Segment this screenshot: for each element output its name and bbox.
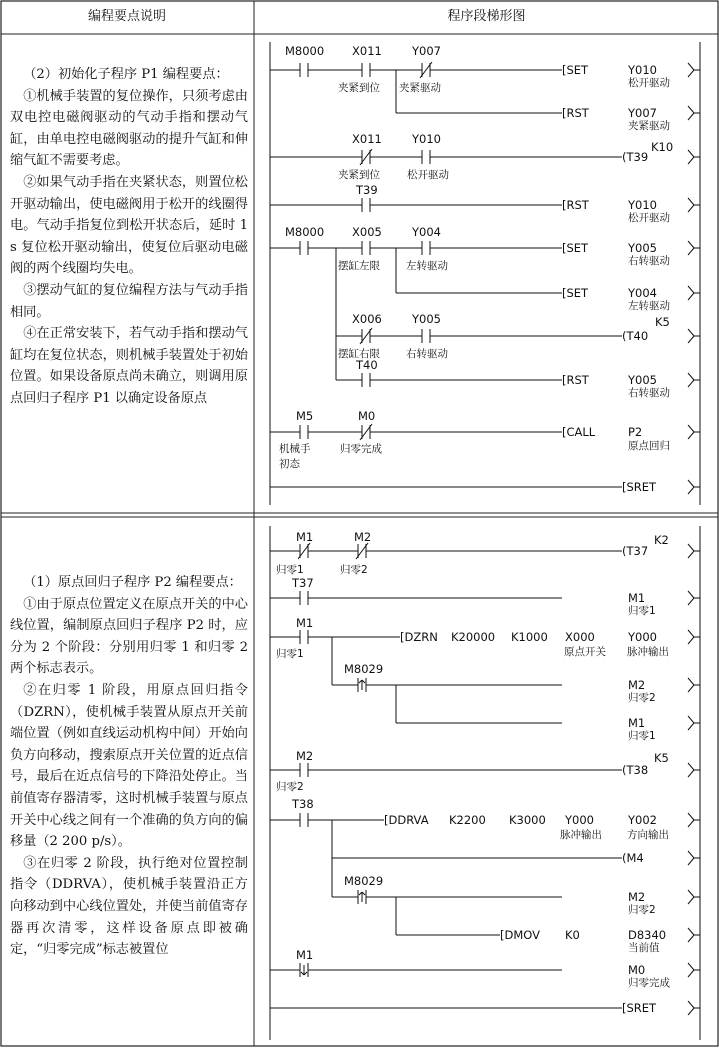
operand-label: X000 <box>565 630 595 644</box>
contact-label: M1 <box>296 530 314 544</box>
contact-label: Y004 <box>412 225 441 239</box>
operand-comment: 当前值 <box>628 942 660 954</box>
operand-label: D8340 <box>628 928 667 942</box>
operand-label: K1000 <box>511 630 548 644</box>
operand-comment: 归零1 <box>628 730 656 742</box>
operand-comment: 脉冲输出 <box>560 829 602 841</box>
operand-label: Y010 <box>628 198 657 212</box>
operand-label: P2 <box>628 425 643 439</box>
contact-comment: 左转驱动 <box>406 260 448 272</box>
instruction-sret: [SRET <box>622 480 657 494</box>
timer-constant: K5 <box>654 751 669 765</box>
operand-comment: 松开驱动 <box>628 77 670 89</box>
relay-coil: (M4 <box>622 851 644 865</box>
contact-comment: 归零1 <box>276 564 304 576</box>
operand-comment: 归零2 <box>628 904 656 916</box>
contact-comment: 夹紧到位 <box>338 169 380 181</box>
desc-paragraph: （2）初始化子程序 P1 编程要点： <box>23 67 229 82</box>
operand-comment: 归零2 <box>628 692 656 704</box>
operand-comment: 方向输出 <box>627 829 669 841</box>
desc-paragraph: ③在归零 2 阶段，执行绝对位置控制指令（DDRVA），使机械手装置沿正方向移动到中心线位置处，并使当前值寄存器再次清零，这样设备原点即被确定，“归零完成”标志被置位 <box>10 855 248 958</box>
contact-label: M0 <box>358 409 376 423</box>
contact-label: M8029 <box>344 662 384 676</box>
operand-comment: 归零完成 <box>628 977 670 989</box>
contact-label: M8029 <box>344 874 384 888</box>
contact-comment: 摆缸左限 <box>338 260 380 272</box>
desc-paragraph: ②在归零 1 阶段，用原点回归指令（DZRN），使机械手装置从原点开关前端位置（例如直线运动机构中间）开始向负方向移动，搜索原点开关位置的近点信号，最后在近点信号的下降沿处停止。当前值寄存器清零，这时机械手装置与原点开关中心线之间有一个准确的负方向的偏移量（2 200 p/s）。 <box>10 682 248 850</box>
timer-constant: K5 <box>655 315 670 329</box>
operand-label: M1 <box>628 716 646 730</box>
operand-comment: 脉冲输出 <box>627 646 669 658</box>
operand-label: M2 <box>628 890 646 904</box>
contact-label: Y010 <box>412 132 441 146</box>
contact-label: Y005 <box>412 312 441 326</box>
timer-coil: (T39 <box>622 150 649 164</box>
contact-comment: 右转驱动 <box>406 348 448 360</box>
timer-coil: (T38 <box>622 763 649 777</box>
header-desc: 编程要点说明 <box>87 9 166 24</box>
contact-label: M8000 <box>285 44 325 58</box>
contact-label: T37 <box>292 576 314 590</box>
operand-comment: 原点开关 <box>564 646 606 658</box>
operand-label: Y010 <box>628 63 657 77</box>
operand-label: M1 <box>628 591 646 605</box>
contact-label: X011 <box>352 132 382 146</box>
instruction-ddrva: [DDRVA <box>384 813 429 827</box>
contact-comment: 归零2 <box>340 564 368 576</box>
timer-constant: K2 <box>654 533 669 547</box>
contact-label: M1 <box>296 948 314 962</box>
operand-label: Y002 <box>628 813 657 827</box>
contact-label: M1 <box>296 616 314 630</box>
operand-label: M0 <box>628 963 646 977</box>
operand-label: Y000 <box>628 630 657 644</box>
timer-constant: K10 <box>651 140 674 154</box>
instruction-dzrn: [DZRN <box>400 630 438 644</box>
contact-label: M5 <box>296 409 314 423</box>
contact-comment: 松开驱动 <box>407 169 449 181</box>
contact-label: X005 <box>352 225 382 239</box>
instruction-rst: [RST <box>562 106 589 120</box>
operand-label: Y000 <box>565 813 594 827</box>
instruction-rst: [RST <box>562 373 589 387</box>
operand-label: K2200 <box>449 813 486 827</box>
timer-coil: (T37 <box>622 544 649 558</box>
contact-comment: 初态 <box>279 458 300 470</box>
instruction-set: [SET <box>562 286 589 300</box>
operand-label: K0 <box>565 928 580 942</box>
contact-label: Y007 <box>412 44 441 58</box>
operand-label: K20000 <box>451 630 496 644</box>
contact-comment: 归零2 <box>276 781 304 793</box>
desc-paragraph: ①机械手装置的复位操作，只须考虑由双电控电磁阀驱动的气动手指和摆动气缸，由单电控电磁阀驱动的提升气缸和伸缩气缸不需要考虑。 <box>10 88 248 169</box>
operand-comment: 松开驱动 <box>628 212 670 224</box>
operand-comment: 右转驱动 <box>628 255 670 267</box>
desc-paragraph: ③摆动气缸的复位编程方法与气动手指相同。 <box>10 282 248 320</box>
operand-label: Y007 <box>628 106 657 120</box>
contact-label: M2 <box>354 530 372 544</box>
operand-label: Y005 <box>628 373 657 387</box>
contact-comment: 摆缸右限 <box>338 348 380 360</box>
instruction-rst: [RST <box>562 198 589 212</box>
instruction-set: [SET <box>562 241 589 255</box>
contact-comment: 夹紧驱动 <box>399 82 441 94</box>
contact-label: M8000 <box>285 225 325 239</box>
contact-comment: 归零1 <box>276 648 304 660</box>
contact-comment: 归零完成 <box>340 443 382 455</box>
contact-label: T40 <box>356 358 378 372</box>
operand-comment: 归零1 <box>628 605 656 617</box>
instruction-set: [SET <box>562 63 589 77</box>
operand-comment: 夹紧驱动 <box>628 120 670 132</box>
contact-label: X011 <box>352 44 382 58</box>
operand-label: Y005 <box>628 241 657 255</box>
contact-label: T39 <box>356 183 378 197</box>
operand-comment: 右转驱动 <box>628 387 670 399</box>
contact-comment: 夹紧到位 <box>338 82 380 94</box>
desc-paragraph: ②如果气动手指在夹紧状态，则置位松开驱动输出，使电磁阀用于松开的线圈得电。气动手指复位到松开状态后，延时 1 s 复位松开驱动输出，使复位后驱动电磁阀的两个线圈均失电。 <box>10 174 248 277</box>
contact-label: M2 <box>296 749 314 763</box>
contact-label: X006 <box>352 312 382 326</box>
instruction-call: [CALL <box>562 425 596 439</box>
instruction-dmov: [DMOV <box>500 928 540 942</box>
header-ladder: 程序段梯形图 <box>447 9 526 24</box>
desc-paragraph: ④在正常安装下，若气动手指和摆动气缸均在复位状态，则机械手装置处于初始位置。如果设备原点尚未确立，则调用原点回归子程序 P1 以确定设备原点 <box>10 326 248 406</box>
operand-label: Y004 <box>628 286 657 300</box>
contact-label: T38 <box>292 797 314 811</box>
desc-paragraph: （1）原点回归子程序 P2 编程要点： <box>23 575 242 590</box>
operand-label: M2 <box>628 678 646 692</box>
operand-comment: 原点回归 <box>628 440 670 452</box>
timer-coil: (T40 <box>622 329 649 343</box>
contact-comment: 机械手 <box>279 443 311 455</box>
operand-label: K3000 <box>509 813 546 827</box>
instruction-sret: [SRET <box>622 1001 657 1015</box>
operand-comment: 左转驱动 <box>628 300 670 312</box>
desc-paragraph: ①由于原点位置定义在原点开关的中心线位置，编制原点回归子程序 P2 时，应分为 2 个阶段：分别用归零 1 和归零 2 两个标志表示。 <box>10 596 248 677</box>
